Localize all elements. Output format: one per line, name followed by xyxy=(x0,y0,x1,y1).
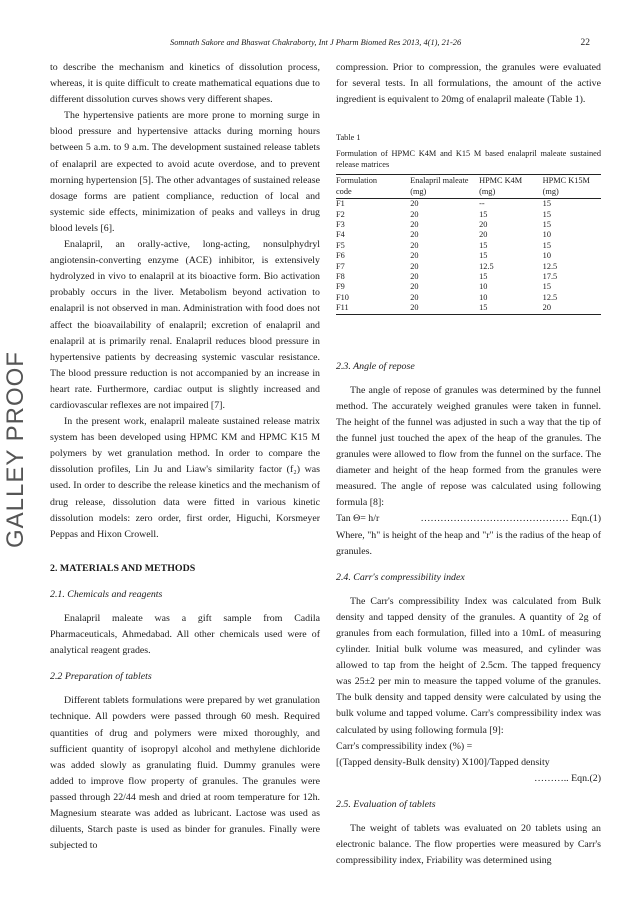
galley-proof-watermark: GALLEY PROOF xyxy=(2,351,29,548)
paragraph: compression. Prior to compression, the granules were evaluated for several tests. In all formulations, the amount of the active ingredient is equivalent to 20mg of enalapril maleate (Table 1). xyxy=(336,62,601,106)
table-row: F6 20 15 10 xyxy=(336,251,551,261)
table-row: F8 20 15 17.5 xyxy=(336,271,558,281)
table-row: F4 20 20 10 xyxy=(336,230,551,240)
paragraph: Enalapril, an orally-active, long-acting, nonsulphydryl angiotensin-converting enzyme (ACE) inhibitor, is extensively hydrolyzed in vivo to enalapril at its bioactive form. Bio activation probably occurs in the liver. Metabolism beyond activation to enalapril is not observed in man. Administration with food does not affect the bioavailability of enalapril; excretion of enalapril and enalapril at is primarily renal. Enalapril reduces blood pressure in hypertensive patients by decreasing systemic vascular resistance. The blood pressure reduction is not accompanied by an increase in heart rate. Furthermore, cardiac output is slightly increased and cardiovascular reflexes are not impaired [7]. xyxy=(50,239,320,411)
table-row: F3 20 20 15 xyxy=(336,219,551,229)
citation: Somnath Sakore and Bhaswat Chakraborty, Int J Pharm Biomed Res 2013, 4(1), 21-26 xyxy=(170,38,462,47)
table-row: F5 20 15 15 xyxy=(336,240,551,250)
formulation-table xyxy=(336,174,601,314)
paragraph: Different tablets formulations were prepared by wet granulation technique. All powders were passed through 60 mesh. Required quantities of drug and polymers were mixed thoroughly, and sufficient quantity of isopropyl alcohol and methylene dichloride was added slowly as granulating fluid. Dummy granules were added to improve flow property of granules. The granules were passed through 22/44 mesh and dried at room temperature for 12h. Magnesium stearate was added as lubricant. Lactose was used as diluents, Starch paste is used as binder for granules. Finally were subjected to xyxy=(50,695,320,852)
table-caption xyxy=(336,132,601,170)
table-row: F2 20 15 15 xyxy=(336,209,551,219)
subsection-heading: 2.4. Carr's compressibility index xyxy=(336,571,465,583)
paragraph: The weight of tablets was evaluated on 20 tablets using an electronic balance. The flow properties were measured by Carr's compressibility index, Friability was determined using xyxy=(336,823,601,867)
subsection-heading: 2.1. Chemicals and reagents xyxy=(50,588,163,600)
paragraph: The hypertensive patients are more prone to morning surge in blood pressure and hypertensive attacks during morning hours between 5 a.m. to 9 a.m. The development sustained release tablets of enalapril are expected to avoid acute overdose, and to prevent morning hypertension [5]. The other advantages of sustained release dosage forms are patient compliance, reduction of local and systemic side effects, minimization of peaks and valleys in drug blood levels [6]. xyxy=(50,110,320,234)
subsection-heading: 2.3. Angle of repose xyxy=(336,360,415,372)
paragraph: The Carr's compressibility Index was calculated from Bulk density and tapped density of the granules. A quantity of 2g of granules from each formulation, filled into a 10mL of measuring cylinder. Initial bulk volume was measured, and cylinder was allowed to tap from the height of 2.5cm. The tapped frequency was 25±2 per min to measure the tapped volume of the granules. The bulk density and tapped density were calculated by using the bulk volume and tapped volume. Carr's compressibility index was calculated by using following formula [9]: xyxy=(336,595,601,736)
equation-2-number: ……….. Eqn.(2) xyxy=(534,772,601,784)
table-row: F9 20 10 15 xyxy=(336,282,551,292)
running-header xyxy=(170,38,590,47)
right-column xyxy=(336,60,601,869)
paragraph: Enalapril maleate was a gift sample from Cadila Pharmaceuticals, Ahmedabad. All other chemicals used were of analytical reagent grades. xyxy=(50,613,320,657)
subsection-heading: 2.2 Preparation of tablets xyxy=(50,671,152,683)
table-row: F7 20 12.5 12.5 xyxy=(336,261,558,271)
paragraph: In the present work, enalapril maleate sustained release matrix system has been developed using HPMC KM and HPMC K15 M polymers by wet granulation method. In order to compare the dissolution profiles, Lin Ju and Liaw's similarity factor (f₂) was used. In order to describe the release kinetics and the mechanism of drug release, dissolution data were fitted in various kinetic dissolution models: zero order, first order, Higuchi, Korsmeyer Peppas and Hixon Crowell. xyxy=(50,416,320,540)
table-header: HPMC K4M (mg) xyxy=(479,175,543,199)
table-row: F11 20 15 20 xyxy=(336,303,601,314)
table-row: F10 20 10 12.5 xyxy=(336,292,558,302)
table-title: Formulation of HPMC K4M and K15 M based enalapril maleate sustained release matrices xyxy=(336,149,601,170)
equation-1: Tan Θ= h/r ……………………………………… Eqn.(1) xyxy=(336,513,601,525)
table-header: Enalapril maleate (mg) xyxy=(410,175,479,199)
paragraph: Where, "h" is height of the heap and "r" is the radius of the heap of granules. xyxy=(336,529,601,557)
section-heading: 2. MATERIALS AND METHODS xyxy=(50,562,196,574)
equation-2: [(Tapped density-Bulk density) X100]/Tapped density xyxy=(336,756,550,768)
table-header: Formulation code xyxy=(336,175,410,199)
table-label: Table 1 xyxy=(336,133,361,143)
paragraph: to describe the mechanism and kinetics of dissolution process, whereas, it is quite difficult to create mathematical equations due to different dissolution curves shows very different shapes. xyxy=(50,62,320,106)
table-row: F1 20 -- 15 xyxy=(336,199,551,209)
page-number: 22 xyxy=(580,38,590,48)
paragraph: The angle of repose of granules was determined by the funnel method. The accurately weighed granules were taken in funnel. The height of the funnel was adjusted in such a way that the tip of the funnel just touched the apex of the heap of the granules. The granules were allowed to flow from the funnel on the surface. The diameter and height of the heap formed from the granules were measured. The angle of repose was calculated using following formula [8]: xyxy=(336,384,601,509)
left-column xyxy=(50,60,320,854)
table-header: HPMC K15M (mg) xyxy=(543,175,601,199)
equation-2-label: Carr's compressibility index (%) = xyxy=(336,740,473,752)
subsection-heading: 2.5. Evaluation of tablets xyxy=(336,798,436,810)
